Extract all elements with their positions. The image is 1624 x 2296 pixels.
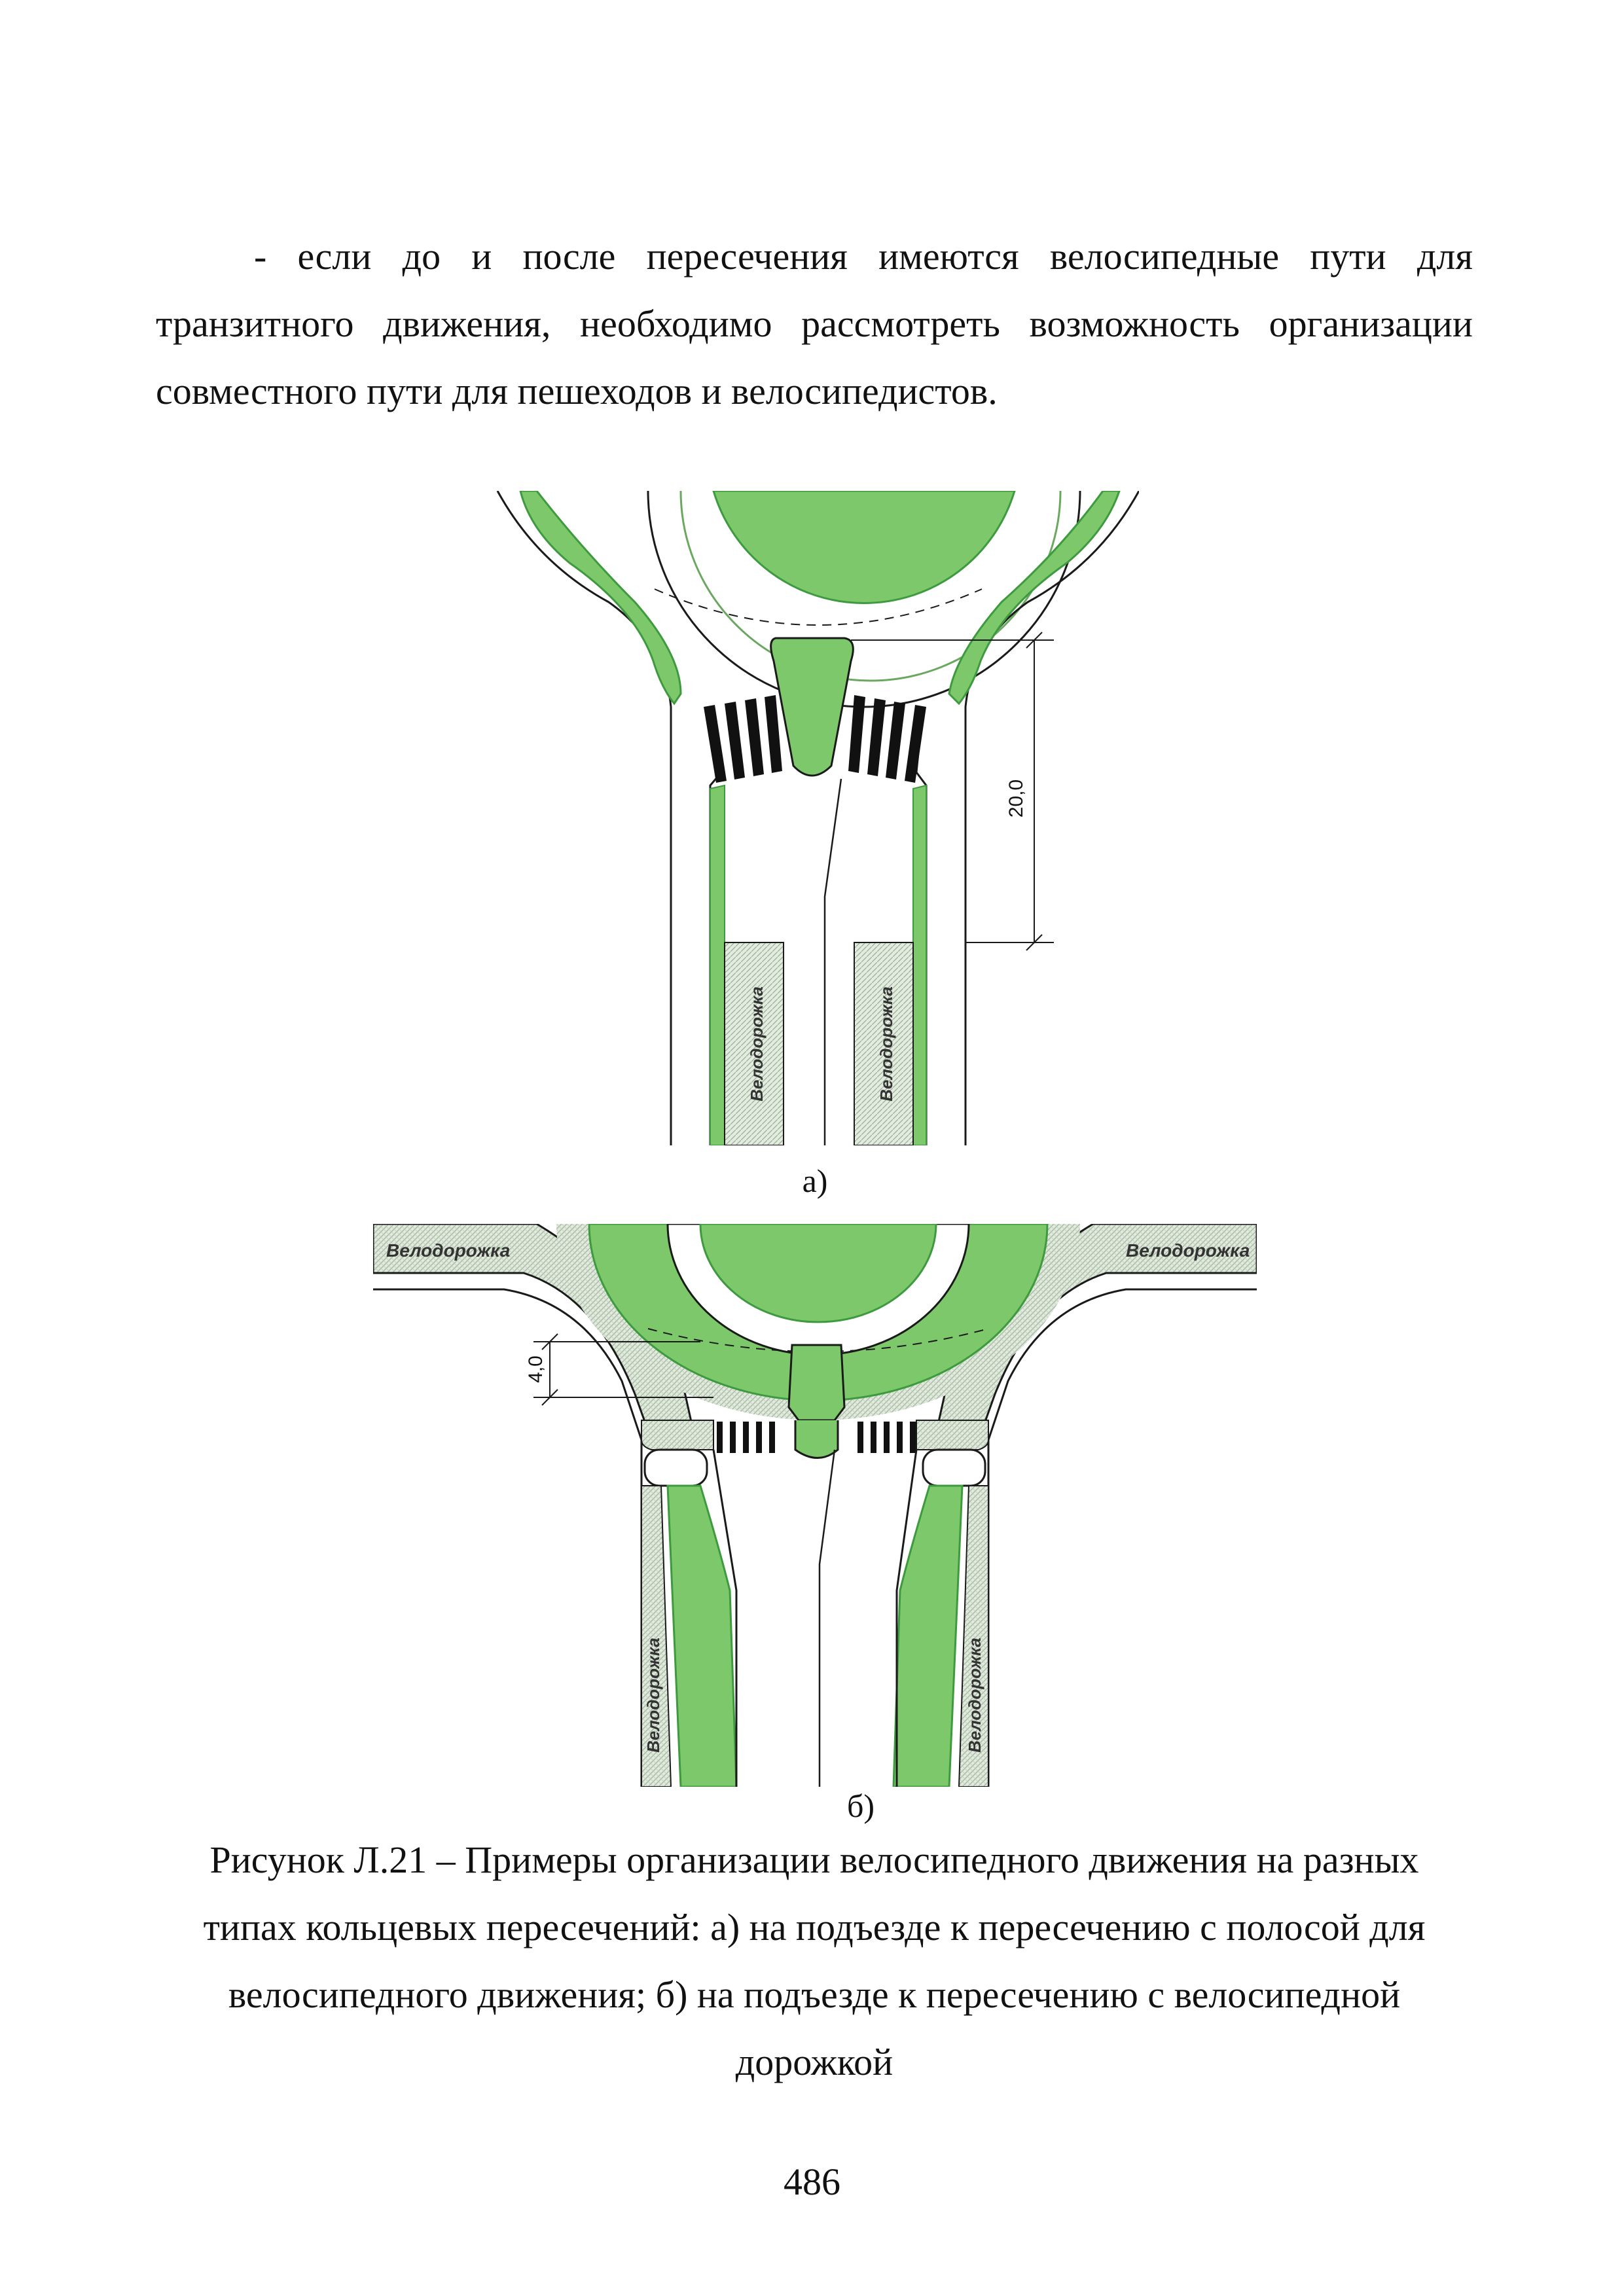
dimension-label-a: 20,0	[1005, 779, 1027, 818]
bike-lane-label-left-a: Велодорожка	[747, 986, 767, 1102]
figure-a-diagram	[484, 491, 1139, 1145]
crosswalk-right-a	[848, 695, 926, 783]
splitter-island-a	[771, 638, 854, 776]
caption-line-4: дорожкой	[735, 2041, 893, 2083]
figure-caption	[156, 1826, 1473, 2096]
caption-line-1: Рисунок Л.21 – Примеры организации велосипедного движения на разных	[209, 1839, 1419, 1881]
figure-b-label: б)	[846, 1787, 875, 1824]
dimension-label-b: 4,0	[525, 1355, 547, 1383]
page-number: 486	[784, 2161, 840, 2203]
bike-path-label-top-right-b: Велодорожка	[1126, 1240, 1250, 1261]
paragraph-line-2: транзитного движения, необходимо рассмотреть возможность организации	[156, 302, 1473, 345]
bike-lane-label-right-a: Велодорожка	[876, 986, 896, 1102]
figure-a-label: а)	[802, 1162, 828, 1199]
figure-b-diagram	[373, 1224, 1257, 1787]
bike-path-label-left-b: Велодорожка	[643, 1638, 663, 1753]
bike-path-label-right-b: Велодорожка	[965, 1638, 984, 1753]
paragraph-line-3: совместного пути для пешеходов и велосипедистов.	[156, 370, 998, 412]
paragraph-line-1: - если до и после пересечения имеются велосипедные пути для	[254, 235, 1473, 278]
green-strip-right-a	[913, 785, 926, 1145]
caption-line-2: типах кольцевых пересечений: а) на подъезде к пересечению с полосой для	[203, 1906, 1426, 1948]
crosswalk-left-a	[704, 695, 782, 783]
bike-path-label-top-left-b: Велодорожка	[386, 1240, 511, 1261]
splitter-island-b	[789, 1345, 844, 1420]
green-strip-right-b	[893, 1486, 962, 1787]
green-strip-left-a	[710, 785, 725, 1145]
caption-line-3: велосипедного движения; б) на подъезде к пересечению с велосипедной	[228, 1973, 1401, 2016]
body-paragraph	[156, 223, 1473, 425]
